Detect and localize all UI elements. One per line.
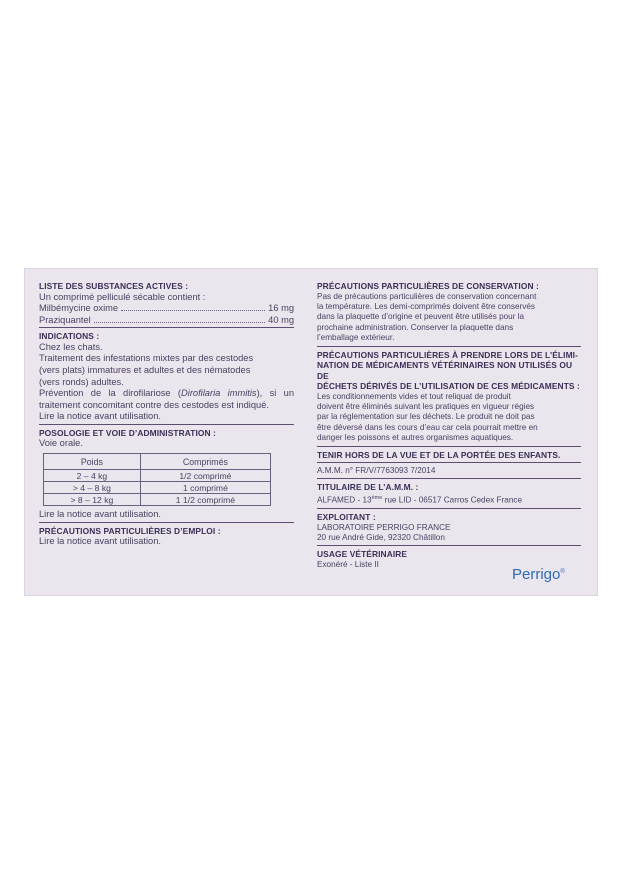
section-divider xyxy=(39,522,294,523)
leader-dots xyxy=(121,310,265,311)
posologie-title: POSOLOGIE ET VOIE D’ADMINISTRATION : xyxy=(39,427,216,438)
table-cell: 2 – 4 kg xyxy=(44,470,141,482)
section-divider xyxy=(317,346,581,347)
usage-text: Exonéré - Liste II xyxy=(317,559,379,569)
conservation-title: PRÉCAUTIONS PARTICULIÈRES DE CONSERVATION : xyxy=(317,281,539,291)
usage-title: USAGE VÉTÉRINAIRE xyxy=(317,549,408,560)
conservation-line: prochaine administration. Conserver la plaquette dans xyxy=(317,322,514,332)
right-column xyxy=(317,281,581,570)
table-header: Poids xyxy=(44,454,141,470)
table-cell: > 8 – 12 kg xyxy=(44,494,141,506)
children-warning: TENIR HORS DE LA VUE ET DE LA PORTÉE DES ENFANTS. xyxy=(317,449,561,460)
section-divider xyxy=(317,478,581,479)
leader-dots xyxy=(94,322,265,323)
table-cell: 1 1/2 comprimé xyxy=(140,494,270,506)
section-divider xyxy=(39,424,294,425)
indications-title: INDICATIONS : xyxy=(39,331,100,342)
elimination-line: doivent être éliminés suivant les pratiques en vigueur régies xyxy=(317,401,535,411)
elimination-title: DÉCHETS DÉRIVÉS DE L’UTILISATION DE CES MÉDICAMENTS : xyxy=(317,381,580,392)
elimination-line: Les conditionnements vides et tout reliquat de produit xyxy=(317,391,511,401)
conservation-line: Pas de précautions particulières de conservation concernant xyxy=(317,291,537,301)
substance-row xyxy=(39,303,294,315)
titulaire-title: TITULAIRE DE L’A.M.M. : xyxy=(317,482,419,493)
table-row xyxy=(44,470,271,482)
substance-name: Praziquantel xyxy=(39,314,91,325)
dosage-table xyxy=(43,453,271,506)
section-divider xyxy=(317,545,581,546)
posologie-route: Voie orale. xyxy=(39,438,83,449)
indications-line: (vers plats) immatures et adultes et des nématodes xyxy=(39,364,251,375)
posologie-notice: Lire la notice avant utilisation. xyxy=(39,509,161,520)
registered-mark: ® xyxy=(560,569,565,575)
emploi-title: PRÉCAUTIONS PARTICULIÈRES D’EMPLOI : xyxy=(39,525,221,536)
prevention-text: Prévention de la dirofilariose (Dirofilaria immitis), si un traitement concomitant contre des cestodes est indiqué. xyxy=(39,388,295,410)
exploitant-title: EXPLOITANT : xyxy=(317,512,376,523)
table-row xyxy=(44,482,271,494)
table-cell: 1 comprimé xyxy=(140,482,270,494)
package-panel xyxy=(24,268,598,596)
indications-line: (vers ronds) adultes. xyxy=(39,376,124,387)
section-divider xyxy=(317,462,581,463)
section-divider xyxy=(317,446,581,447)
table-cell: 1/2 comprimé xyxy=(140,470,270,482)
substance-dose: 16 mg xyxy=(268,303,294,314)
titulaire-address: ALFAMED - 13ème rue LID - 06517 Carros Cedex France xyxy=(317,494,523,505)
elimination-title: PRÉCAUTIONS PARTICULIÈRES À PRENDRE LORS DE L’ÉLIMI- xyxy=(317,349,578,360)
elimination-line: être déversé dans les cours d’eau car cela pourrait mettre en xyxy=(317,422,538,432)
table-row xyxy=(44,494,271,506)
emploi-text: Lire la notice avant utilisation. xyxy=(39,536,161,547)
elimination-title: NATION DE MÉDICAMENTS VÉTÉRINAIRES NON UTILISÉS OU DE xyxy=(317,360,573,381)
conservation-line: la température. Les demi-comprimés doivent être conservés xyxy=(317,301,535,311)
section-divider xyxy=(39,327,294,328)
substances-title: LISTE DES SUBSTANCES ACTIVES : xyxy=(39,281,189,291)
exploitant-line: LABORATOIRE PERRIGO FRANCE xyxy=(317,522,451,532)
conservation-line: dans la plaquette d’origine et peuvent être utilisés pour la xyxy=(317,312,525,322)
left-column xyxy=(39,281,294,548)
parasite-name: Dirofilaria immitis xyxy=(181,388,257,399)
indications-line: Chez les chats. xyxy=(39,341,103,352)
elimination-line: danger les poissons et autres organismes aquatiques. xyxy=(317,433,514,443)
exploitant-line: 20 rue André Gide, 92320 Châtillon xyxy=(317,533,445,543)
perrigo-logo: Perrigo® xyxy=(512,566,565,583)
substance-row xyxy=(39,315,294,327)
substances-intro: Un comprimé pelliculé sécable contient : xyxy=(39,291,206,302)
section-divider xyxy=(317,508,581,509)
table-header-row xyxy=(44,454,271,470)
table-header: Comprimés xyxy=(140,454,270,470)
elimination-line: par la réglementation sur les déchets. Le produit ne doit pas xyxy=(317,412,535,422)
substance-name: Milbémycine oxime xyxy=(39,303,119,314)
indications-line: Traitement des infestations mixtes par des cestodes xyxy=(39,353,254,364)
substance-dose: 40 mg xyxy=(268,314,294,325)
conservation-line: l’emballage extérieur. xyxy=(317,333,395,343)
indications-notice: Lire la notice avant utilisation. xyxy=(39,411,161,422)
table-cell: > 4 – 8 kg xyxy=(44,482,141,494)
amm-number: A.M.M. n° FR/V/7763093 7/2014 xyxy=(317,466,436,476)
